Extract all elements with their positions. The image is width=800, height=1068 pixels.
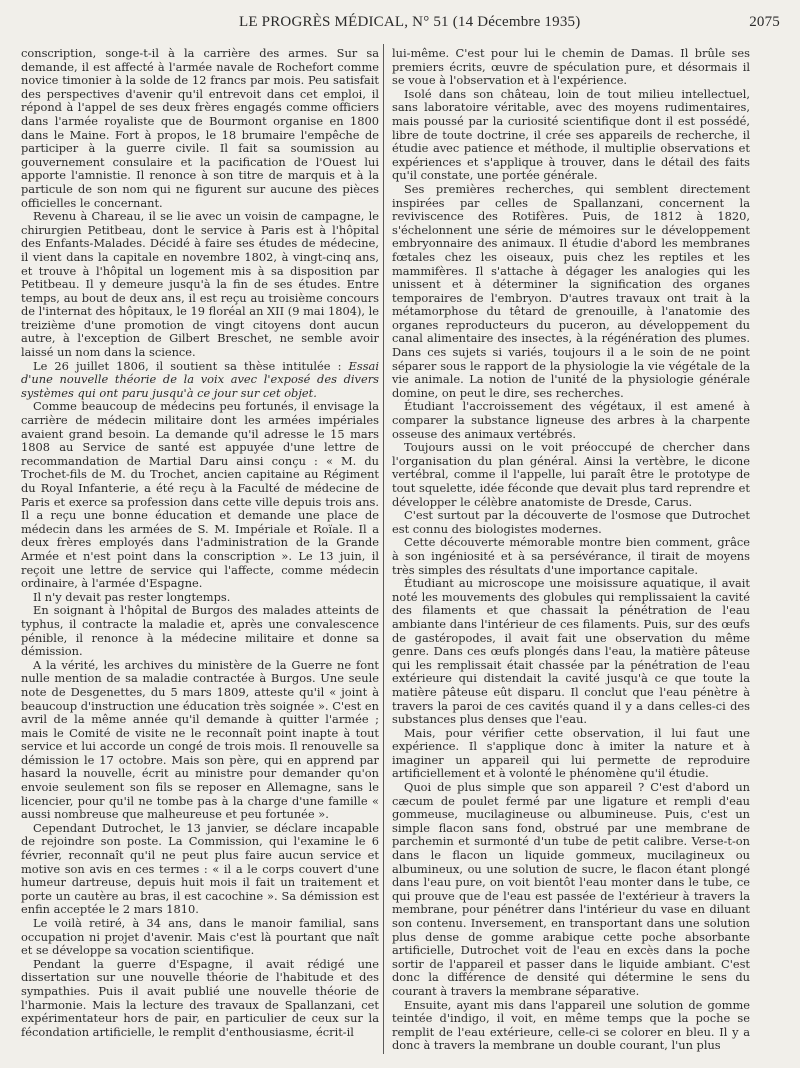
running-header: [22, 14, 780, 36]
paragraph: Comme beaucoup de médecins peu fortunés, il envisage la carrière de médecin militaire dont les armées impériales avaient grand besoin. La demande qu'il adresse le 15 mars 1808 au Service de santé est appuyée d'une lettre de recommandation de Martial Daru ainsi conçu : « M. du Trochet-fils de M. du Trochet, ancien capitaine au Régiment du Royal Infanterie, a été reçu à la Faculté de médecine de Paris et exerce sa profession dans cette ville depuis trois ans. Il a reçu une bonne éducation et demande une place de médecin dans les armées de S. M. Impériale et Roïale. Il a deux frères employés dans l'administration de la Grande Armée et n'est point dans la conscription ». Le 13 juin, il reçoit une lettre de service qui l'affecte, comme médecin ordinaire, à l'armée d'Espagne.: [21, 399, 379, 591]
paragraph: A la vérité, les archives du ministère de la Guerre ne font nulle mention de sa maladie contractée à Burgos. Une seule note de Desgenettes, du 5 mars 1809, atteste qu'il « joint à beaucoup d'instruction une éducation très soignée ». C'est en avril de la même année qu'il demande à quitter l'armée ; mais le Comité de visite ne le reconnaît point inapte à tout service et lui accorde un congé de trois mois. Il renouvelle sa démission le 17 octobre. Mais son père, qui en apprend par hasard la nouvelle, écrit au ministre pour demander qu'on envoie seulement son fils se reposer en Allemagne, sans le licencier, pour qu'il ne tombe pas à la charge d'une famille « aussi nombreuse que malheureuse et peu fortunée ».: [21, 657, 379, 822]
left-column: [21, 47, 379, 1039]
paragraph: Ensuite, ayant mis dans l'appareil une solution de gomme teintée d'indigo, il voit, en même temps que la poche se remplit de l'eau extérieure, celle-ci se colorer en bleu. Il y a donc à travers la membrane un double courant, l'un plus: [392, 997, 750, 1053]
thesis-intro: Le 26 juillet 1806, il soutient sa thèse intitulée :: [33, 358, 349, 373]
paragraph: Étudiant l'accroissement des végétaux, il est amené à comparer la substance ligneuse des arbres à la charpente osseuse des animaux vertébrés.: [392, 399, 750, 441]
paragraph: Cette découverte mémorable montre bien comment, grâce à son ingéniosité et à sa persévérance, il tirait de moyens très simples des résultats d'une importance capitale.: [392, 535, 750, 577]
journal-title: LE PROGRÈS MÉDICAL, N° 51 (14 Décembre 1935): [239, 14, 581, 30]
paragraph: lui-même. C'est pour lui le chemin de Damas. Il brûle ses premiers écrits, œuvre de spéculation pure, et désormais il se voue à l'observation et à l'expérience.: [392, 46, 750, 88]
thesis-title: Essai d'une nouvelle théorie de la voix avec l'exposé des divers systèmes qui ont paru jusqu'à ce jour sur cet objet.: [21, 358, 379, 400]
column-divider: [383, 44, 384, 1054]
paragraph: Mais, pour vérifier cette observation, il lui faut une expérience. Il s'applique donc à imiter la nature et à imaginer un appareil qui lui permette de reproduire artificiellement et à volonté le phénomène qu'il étudie.: [392, 725, 750, 781]
thesis-paragraph: [21, 360, 379, 401]
page-number: 2075: [749, 14, 780, 30]
paragraph: En soignant à l'hôpital de Burgos des malades atteints de typhus, il contracte la maladie et, après une convalescence pénible, il renonce à la médecine militaire et donne sa démission.: [21, 603, 379, 659]
paragraph: Quoi de plus simple que son appareil ? C'est d'abord un cæcum de poulet fermé par une ligature et rempli d'eau gommeuse, mucilagineuse ou albumineuse. Puis, c'est un simple flacon sans fond, obstrué par une membrane de parchemin et surmonté d'un tube de petit calibre. Verse-t-on dans le flacon un liquide gommeux, mucilagineux ou albumineux, ou une solution de sucre, le flacon étant plongé dans l'eau pure, on voit bientôt l'eau monter dans le tube, ce qui prouve que de l'eau est passée de l'extérieur à travers la membrane, pour pénétrer dans l'intérieur du vase en diluant son contenu. Inversement, en transportant dans une solution plus dense de gomme arabique cette poche absorbante artificielle, Dutrochet voit de l'eau en excès dans la poche sortir de l'appareil et passer dans le liquide ambiant. C'est donc la différence de densité qui détermine le sens du courant à travers la membrane séparative.: [392, 780, 750, 998]
paragraph: Étudiant au microscope une moisissure aquatique, il avait noté les mouvements des globules qui remplissaient la cavité des filaments et que chassait la pénétration de l'eau ambiante dans l'intérieur de ces filaments. Puis, sur des œufs de gastéropodes, il avait fait une observation du même genre. Dans ces œufs plongés dans l'eau, la matière pâteuse qui les remplissait était chassée par la pénétration de l'eau extérieure qui distendait la cavité jusqu'à ce que toute la matière pâteuse eût disparu. Il conclut que l'eau pénètre à travers la paroi de ces cavités quand il y a dans celles-ci des substances plus denses que l'eau.: [392, 576, 750, 727]
paragraph: conscription, songe-t-il à la carrière des armes. Sur sa demande, il est affecté à l'armée navale de Rochefort comme novice timonier à la solde de 12 francs par mois. Peu satisfait des perspectives d'avenir qu'il entrevoit dans cet emploi, il répond à l'appel de ses deux frères engagés comme officiers dans l'armée royaliste que de Bourmont organise en 1800 dans le Maine. Fort à propos, le 18 brumaire l'empêche de participer à la guerre civile. Il fait sa soumission au gouvernement consulaire et la pacification de l'Ouest lui apporte l'amnistie. Il renonce à son titre de marquis et à la particule de son nom qui ne figurent sur aucune des pièces officielles le concernant.: [21, 46, 379, 210]
paragraph: Revenu à Chareau, il se lie avec un voisin de campagne, le chirurgien Petitbeau, dont le service à Paris est à l'hôpital des Enfants-Malades. Décidé à faire ses études de médecine, il vient dans la capitale en novembre 1802, à vingt-cinq ans, et trouve à l'hôpital un logement mis à sa disposition par Petitbeau. Il y demeure jusqu'à la fin de ses études. Entre temps, au bout de deux ans, il est reçu au troisième concours de l'internat des hôpitaux, le 19 floréal an XII (9 mai 1804), le treizième d'une promotion de vingt citoyens dont aucun autre, à l'exception de Gilbert Breschet, ne semble avoir laissé un nom dans la science.: [21, 209, 380, 360]
paragraph: Ses premières recherches, qui semblent directement inspirées par celles de Spallanzani, concernent la reviviscence des Rotifères. Puis, de 1812 à 1820, s'échelonnent une série de mémoires sur le développement embryonnaire des animaux. Il étudie d'abord les membranes fœtales chez les oiseaux, puis chez les reptiles et les mammifères. Il s'attache à dégager les analogies qui les unissent et à déterminer la signification des organes temporaires de l'embryon. D'autres travaux ont trait à la métamorphose du têtard de grenouille, à l'anatomie des organes reproducteurs du puceron, au développement du canal alimentaire des insectes, à la régénération des plumes. Dans ces sujets si variés, toujours il a le soin de ne point séparer sous le rapport de la physiologie la vie végétale de la vie animale. La notion de l'unité de la physiologie générale domine, on peut le dire, ses recherches.: [392, 181, 750, 400]
right-column: [392, 47, 750, 1053]
paragraph: Il n'y devait pas rester longtemps.: [33, 589, 231, 604]
paragraph: C'est surtout par la découverte de l'osmose que Dutrochet est connu des biologistes modernes.: [392, 508, 750, 536]
paragraph: Toujours aussi on le voit préoccupé de chercher dans l'organisation du plan général. Ainsi la vertèbre, le dicone vertébral, comme il l'appelle, lui paraît être le prototype de tout squelette, idée féconde que devait plus tard reprendre et développer le célèbre anatomiste de Dresde, Carus.: [392, 440, 750, 509]
paragraph: Cependant Dutrochet, le 13 janvier, se déclare incapable de rejoindre son poste. La Commission, qui l'examine le 6 février, reconnaît qu'il ne peut plus faire aucun service et motive son avis en ces termes : « il a le corps couvert d'une humeur dartreuse, depuis huit mois il fait un traitement et porte un cautère au bras, il est cacochine ». Sa démission est enfin acceptée le 2 mars 1810.: [21, 820, 379, 917]
paragraph: Pendant la guerre d'Espagne, il avait rédigé une dissertation sur une nouvelle théorie de l'habitude et des sympathies. Puis il avait publié une nouvelle théorie de l'harmonie. Mais la lecture des travaux de Spallanzani, cet expérimentateur hors de pair, en particulier de ceux sur la fécondation artificielle, le remplit d'enthousiasme, écrit-il: [21, 956, 379, 1039]
paragraph: Isolé dans son château, loin de tout milieu intellectuel, sans laboratoire véritable, avec des moyens rudimentaires, mais poussé par la curiosité scientifique dont il est possédé, libre de toute doctrine, il crée ses appareils de recherche, il étudie avec patience et méthode, il multiplie observations et expériences et s'applique à trouver, dans le détail des faits qu'il constate, une portée générale.: [392, 86, 750, 183]
paragraph: Le voilà retiré, à 34 ans, dans le manoir familial, sans occupation ni projet d'avenir. Mais c'est là pourtant que naît et se développe sa vocation scientifique.: [21, 916, 379, 958]
